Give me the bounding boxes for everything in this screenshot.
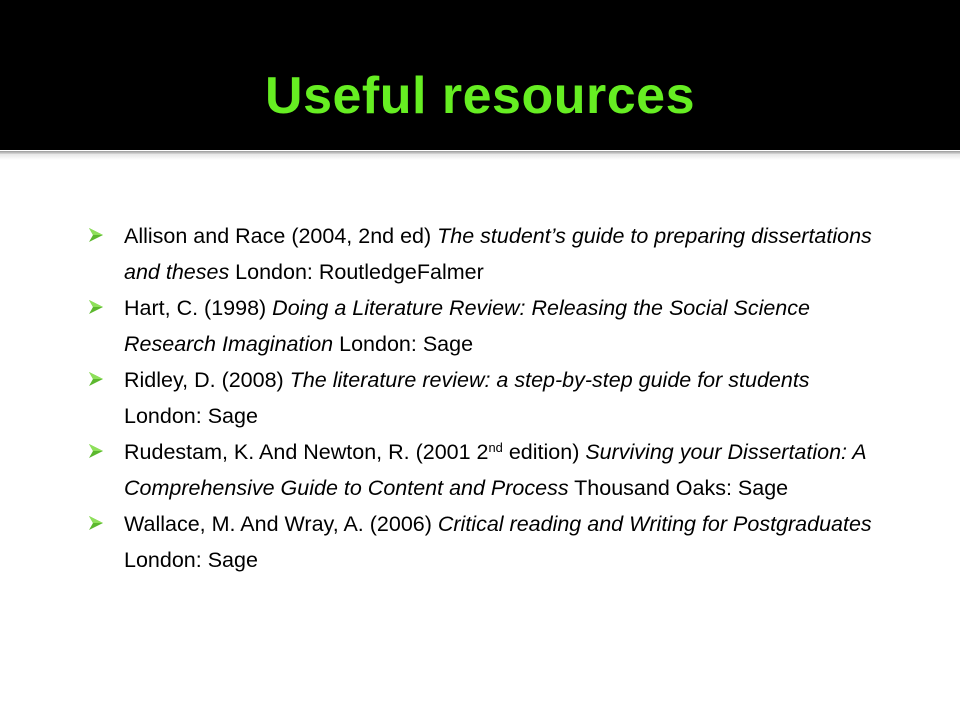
reference-item xyxy=(88,362,888,434)
green-arrowhead-icon xyxy=(88,515,104,531)
reference-work-title: The literature review: a step-by-step guide for students xyxy=(289,368,810,392)
reference-item xyxy=(88,218,888,290)
reference-work-title: Surviving your Dissertation: A Comprehensive Guide to Content and Process xyxy=(124,440,866,500)
reference-text: London: RoutledgeFalmer xyxy=(229,260,484,284)
reference-text: Allison and Race (2004, 2nd ed) xyxy=(124,224,438,248)
reference-text: Thousand Oaks: Sage xyxy=(568,476,789,500)
reference-text: London: Sage xyxy=(124,404,258,428)
green-arrowhead-icon xyxy=(88,299,104,315)
reference-item xyxy=(88,290,888,362)
reference-superscript: nd xyxy=(488,439,503,455)
reference-work-title: The student’s guide to preparing dissertations and theses xyxy=(124,224,872,284)
reference-work-title: Doing a Literature Review: Releasing the Social Science Research Imagination xyxy=(124,296,810,356)
reference-text: London: Sage xyxy=(333,332,474,356)
reference-text: London: Sage xyxy=(124,548,258,572)
slide-title: Useful resources xyxy=(265,67,695,125)
reference-text: Ridley, D. (2008) xyxy=(124,368,290,392)
green-arrowhead-icon xyxy=(88,371,104,387)
header-divider-shadow xyxy=(0,154,960,160)
reference-text: Wallace, M. And Wray, A. (2006) xyxy=(124,512,438,536)
reference-text: Rudestam, K. And Newton, R. (2001 2 xyxy=(124,440,489,464)
green-arrowhead-icon xyxy=(88,227,104,243)
reference-item xyxy=(88,506,888,578)
reference-text: edition) xyxy=(502,440,586,464)
reference-work-title: Critical reading and Writing for Postgraduates xyxy=(437,512,872,536)
title-bar xyxy=(0,0,960,150)
reference-text: Hart, C. (1998) xyxy=(124,296,273,320)
reference-item xyxy=(88,434,888,506)
reference-list xyxy=(88,218,888,578)
green-arrowhead-icon xyxy=(88,443,104,459)
